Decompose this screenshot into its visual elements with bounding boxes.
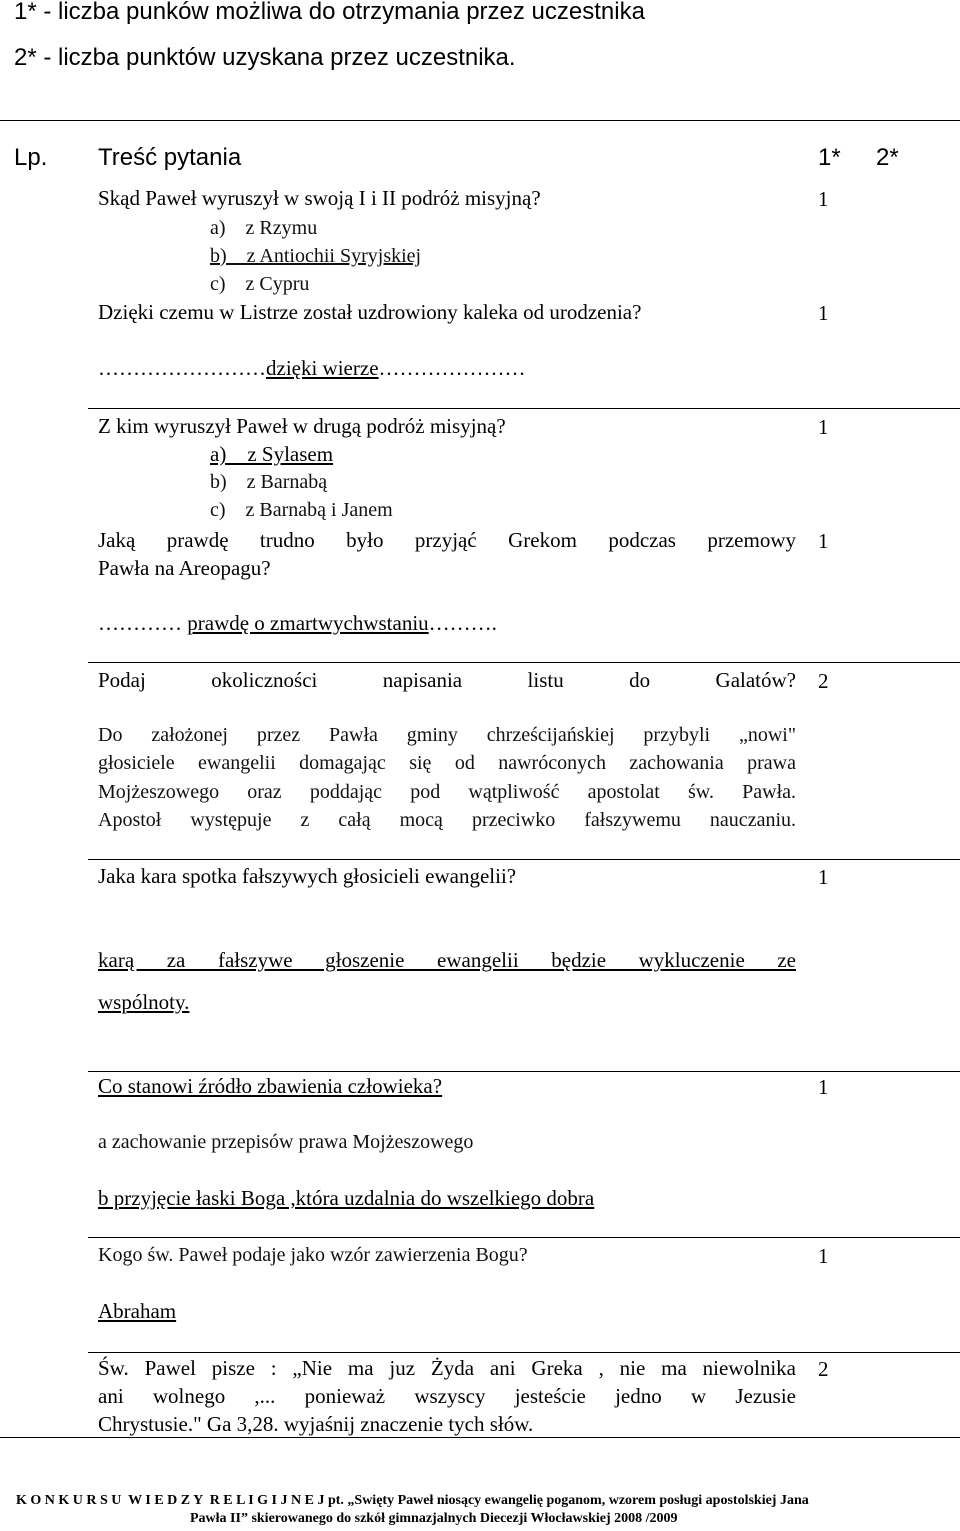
option-3b: b) z Barnabą [210, 471, 328, 493]
points-q6: 1 [818, 865, 829, 889]
question-7: Co stanowi źródło zbawienia człowieka? [98, 1074, 443, 1098]
points-q8: 1 [818, 1244, 829, 1268]
legend-max-points: 1* - liczba punków możliwa do otrzymania przez uczestnika [14, 0, 645, 25]
question-1: Skąd Paweł wyruszył w swoją I i II podróż misyjną? [98, 186, 541, 210]
question-4-line-1: Jaką prawdę trudno było przyjąć Grekom podczas przemowy [98, 528, 796, 552]
answer-5-line: głosiciele ewangelii domagając się od nawróconych zachowania prawa [98, 752, 796, 774]
question-9-line-2: ani wolnego ,... ponieważ wszyscy jesteście jedno w Jezusie [98, 1384, 796, 1408]
answer-dots: ………. [428, 611, 497, 635]
answer-5-line: Mojżeszowego oraz poddając pod wątpliwość apostolat św. Pawła. [98, 781, 796, 803]
question-4-line-2: Pawła na Areopagu? [98, 556, 271, 580]
question-3: Z kim wyruszył Paweł w drugą podróż misyjną? [98, 414, 506, 438]
option-1b-correct: b) z Antiochii Syryjskiej [210, 245, 422, 267]
answer-4 [98, 613, 497, 634]
header-lp: Lp. [14, 144, 48, 171]
header-max-points: 1* [818, 144, 841, 171]
question-9-line-3: Chrystusie." Ga 3,28. wyjaśnij znaczenie tych słów. [98, 1412, 534, 1436]
answer-5-line: Apostoł występuje z całą mocą przeciwko fałszywemu nauczaniu. [98, 809, 796, 831]
option-1c: c) z Cypru [210, 273, 310, 295]
row-divider [88, 1237, 960, 1238]
option-3a-correct: a) z Sylasem [210, 442, 334, 466]
legend-obtained-points: 2* - liczba punktów uzyskana przez uczestnika. [14, 44, 516, 71]
header-question: Treść pytania [98, 144, 242, 171]
answer-8: Abraham [98, 1299, 177, 1323]
question-6: Jaka kara spotka fałszywych głosicieli ewangelii? [98, 864, 517, 888]
row-divider [88, 1071, 960, 1072]
option-7b-correct: b przyjęcie łaski Boga ,która uzdalnia do wszelkiego dobra [98, 1186, 595, 1210]
points-q4: 1 [818, 529, 829, 553]
footer-contest-title: pt. „Święty Paweł niosący ewangelię poganom, wzorem posługi apostolskiej Jana [324, 1494, 809, 1508]
points-q3: 1 [818, 415, 829, 439]
answer-2-text: dzięki wierze [266, 356, 379, 380]
question-5: Podaj okoliczności napisania listu do Galatów? [98, 668, 796, 692]
row-divider [88, 408, 960, 409]
answer-dots: …………………… [98, 356, 266, 380]
option-7a: a zachowanie przepisów prawa Mojżeszowego [98, 1131, 474, 1153]
points-q5: 2 [818, 669, 829, 693]
answer-6-line-2: wspólnoty. [98, 990, 190, 1014]
row-divider [88, 662, 960, 663]
row-divider [88, 1352, 960, 1353]
question-2: Dzięki czemu w Listrze został uzdrowiony kaleka od urodzenia? [98, 300, 642, 324]
table-bottom-border [0, 1437, 960, 1438]
answer-5-line: Do założonej przez Pawła gminy chrześcijańskiej przybyli „nowi" [98, 724, 796, 746]
answer-2 [98, 358, 526, 379]
points-q9: 2 [818, 1357, 829, 1381]
table-top-border [0, 120, 960, 121]
answer-6-line-1: karą za fałszywe głoszenie ewangelii będzie wykluczenie ze [98, 948, 796, 972]
footer-line-2: Pawła II” skierowanego do szkół gimnazjalnych Diecezji Włocławskiej 2008 /2009 [190, 1511, 678, 1526]
row-divider [88, 859, 960, 860]
answer-4-text: prawdę o zmartwychwstaniu [187, 611, 429, 635]
header-obtained-points: 2* [876, 144, 899, 171]
footer-contest-name: K O N K U R S U W I E D Z Y R E L I G I J N E J [16, 1494, 325, 1508]
points-q1: 1 [818, 187, 829, 211]
answer-dots: ………… [98, 611, 182, 635]
option-1a: a) z Rzymu [210, 217, 318, 239]
points-q7: 1 [818, 1075, 829, 1099]
answer-dots: ………………… [378, 356, 526, 380]
points-q2: 1 [818, 301, 829, 325]
question-9-line-1: Św. Pawel pisze : „Nie ma juz Żyda ani Greka , nie ma niewolnika [98, 1356, 796, 1380]
question-8: Kogo św. Paweł podaje jako wzór zawierzenia Bogu? [98, 1244, 528, 1266]
footer-line-1 [16, 1494, 950, 1508]
option-3c: c) z Barnabą i Janem [210, 499, 393, 521]
